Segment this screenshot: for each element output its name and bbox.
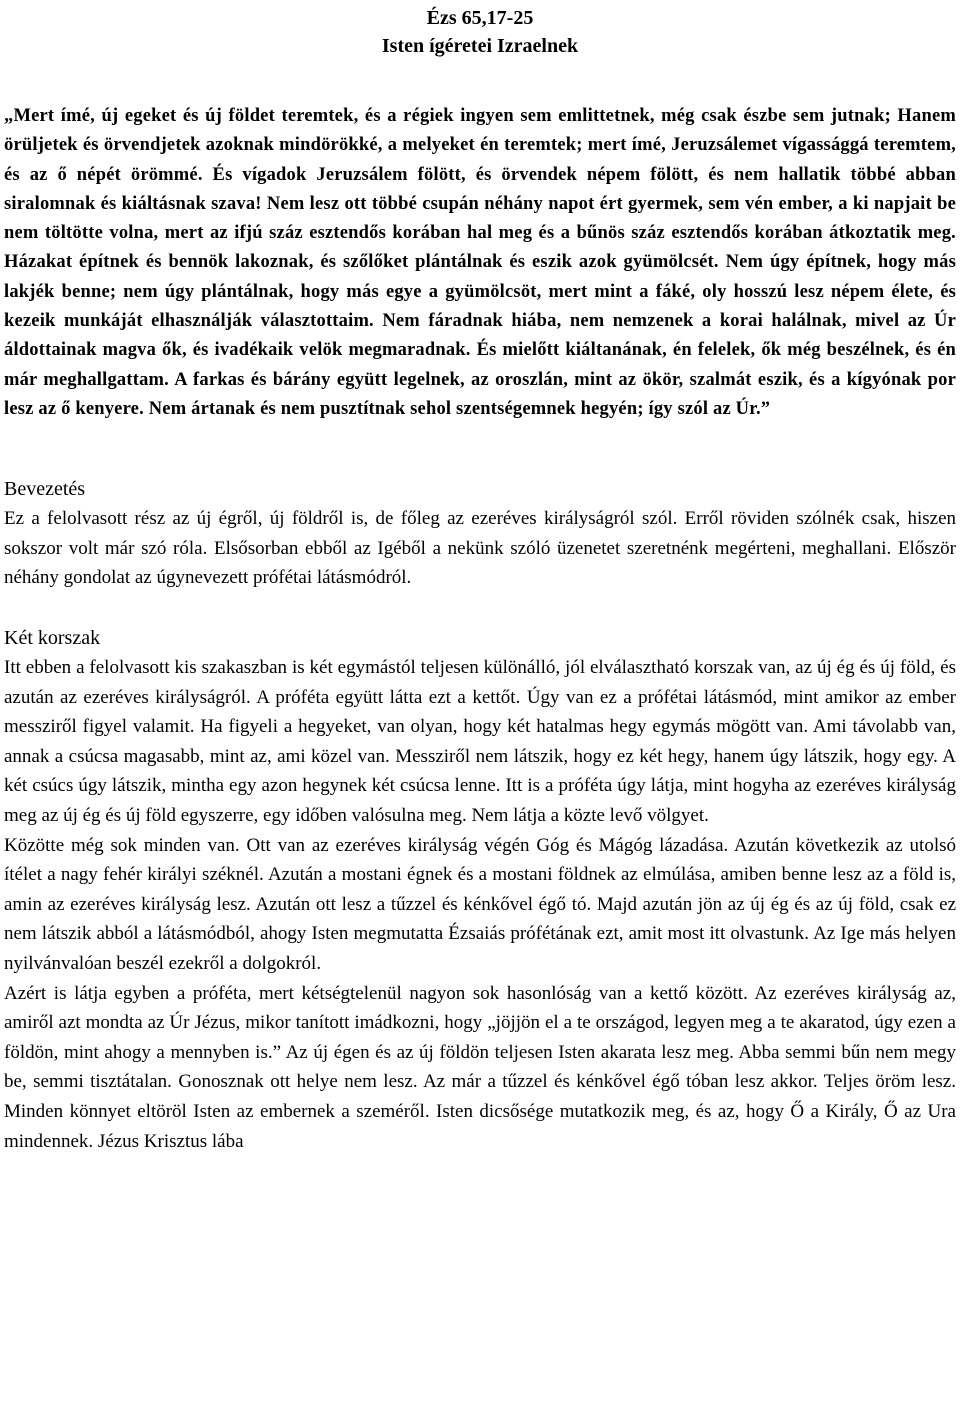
scripture-reference: Ézs 65,17-25 bbox=[426, 7, 534, 29]
paragraph: Ez a felolvasott rész az új égről, új földről is, de főleg az ezeréves királyságról szól. Erről röviden szólnék csak, hiszen sokszor volt már szó róla. Elsősorban ebből az Igéből a nekünk szóló üzenetet szeretnénk megérteni, meghallani. Először néhány gondolat az úgynevezett prófétai látásmódról. bbox=[4, 508, 956, 589]
paragraph: Közötte még sok minden van. Ott van az ezeréves királyság végén Góg és Mágóg lázadása. Azután következik az utolsó ítélet a nagy fehér királyi széknél. Azután a mostani égnek és a mostani földnek az elmúlása, amiben benne lesz az a föld is, amin az ezeréves királyság lesz. Azután ott lesz a tűzzel és kénkővel égő tó. Majd azután jön az új ég és az új föld, csak ez nem látszik abból a látásmódból, ahogy Isten megmutatta Ézsaiás prófétának ezt, amit most itt olvastunk. Az Ige más helyen nyilvánvalóan beszél ezekről a dolgokról. bbox=[4, 834, 956, 974]
document-title: Isten ígéretei Izraelnek bbox=[381, 35, 579, 57]
paragraph: Azért is látja egyben a próféta, mert kétségtelenül nagyon sok hasonlóság van a kettő között. Az ezeréves királyság az, amiről azt mondta az Úr Jézus, mikor tanított imádkozni, hogy „jöjjön el a te országod, legyen meg a te akaratod, úgy ezen a földön, mint ahogy a mennyben is.” Az új égen és az új földön teljesen Isten akarata lesz meg. Abba semmi bűn nem megy be, semmi tisztátalan. Gonosznak ott helye nem lesz. Az már a tűzzel és kénkővel égő tóban lesz akkor. Teljes öröm lesz. Minden könnyet eltöröl Isten az embernek a szeméről. Isten dicsősége mutatkozik meg, és az, hogy Ő a Király, Ő az Ura mindennek. Jézus Krisztus lába bbox=[4, 982, 956, 1152]
section-title-intro: Bevezetés bbox=[4, 478, 86, 501]
section-title-two-eras: Két korszak bbox=[4, 627, 101, 650]
scripture-quote: „Mert ímé, új egeket és új földet teremtek, és a régiek ingyen sem emlittetnek, még csak észbe sem jutnak; Hanem örüljetek és örvendjetek azoknak mindörökké, a melyeket én teremtek; mert ímé, Jeruzsálemet vígassággá teremtem, és az ő népét örömmé. És vígadok Jeruzsálem fölött, és örvendek népem fölött, és nem hallatik többé abban siralomnak és kiáltásnak szava! Nem lesz ott többé csupán néhány napot ért gyermek, sem vén ember, a ki napjait be nem töltötte volna, mert az ifjú száz esztendős korában hal meg és a bűnös száz esztendős korában átkoztatik meg. Házakat építnek és bennök lakoznak, és szőlőket plántálnak és eszik azok gyümölcsét. Nem úgy építnek, hogy más lakjék benne; nem úgy plántálnak, hogy más egye a gyümölcsöt, mert mint a fáké, oly hosszú lesz népem élete, és kezeik munkáját elhasználják választottaim. Nem fáradnak hiába, nem nemzenek a korai halálnak, mivel az Úr áldottainak magva ők, és ivadékaik velök megmaradnak. És mielőtt kiáltanának, én felelek, ők még beszélnek, és én már meghallgattam. A farkas és bárány együtt legelnek, az oroszlán, mint az ökör, szalmát eszik, és a kígyónak por lesz az ő kenyere. Nem ártanak és nem pusztítnak sehol szentségemnek hegyén; így szól az Úr.” bbox=[4, 106, 956, 419]
paragraph: Itt ebben a felolvasott kis szakaszban is két egymástól teljesen különálló, jól elválasztható korszak van, az új ég és új föld, és azután az ezeréves királyságról. A próféta együtt látta ezt a kettőt. Úgy van ez a prófétai látásmód, mint amikor az ember messziről figyel valamit. Ha figyeli a hegyeket, van olyan, hogy két hatalmas hegy egymás mögött van. Ami távolabb van, annak a csúcsa magasabb, mint az, ami közel van. Messziről nem látszik, hogy ez két hegy, hanem úgy látszik, hogy egy. A két csúcs úgy látszik, mintha egy azon hegynek két csúcsa lenne. Itt is a próféta úgy látja, mint hogyha az ezeréves királyság meg az új ég és új föld egyszerre, egy időben valósulna meg. Nem látja a közte levő völgyet. bbox=[4, 657, 956, 827]
